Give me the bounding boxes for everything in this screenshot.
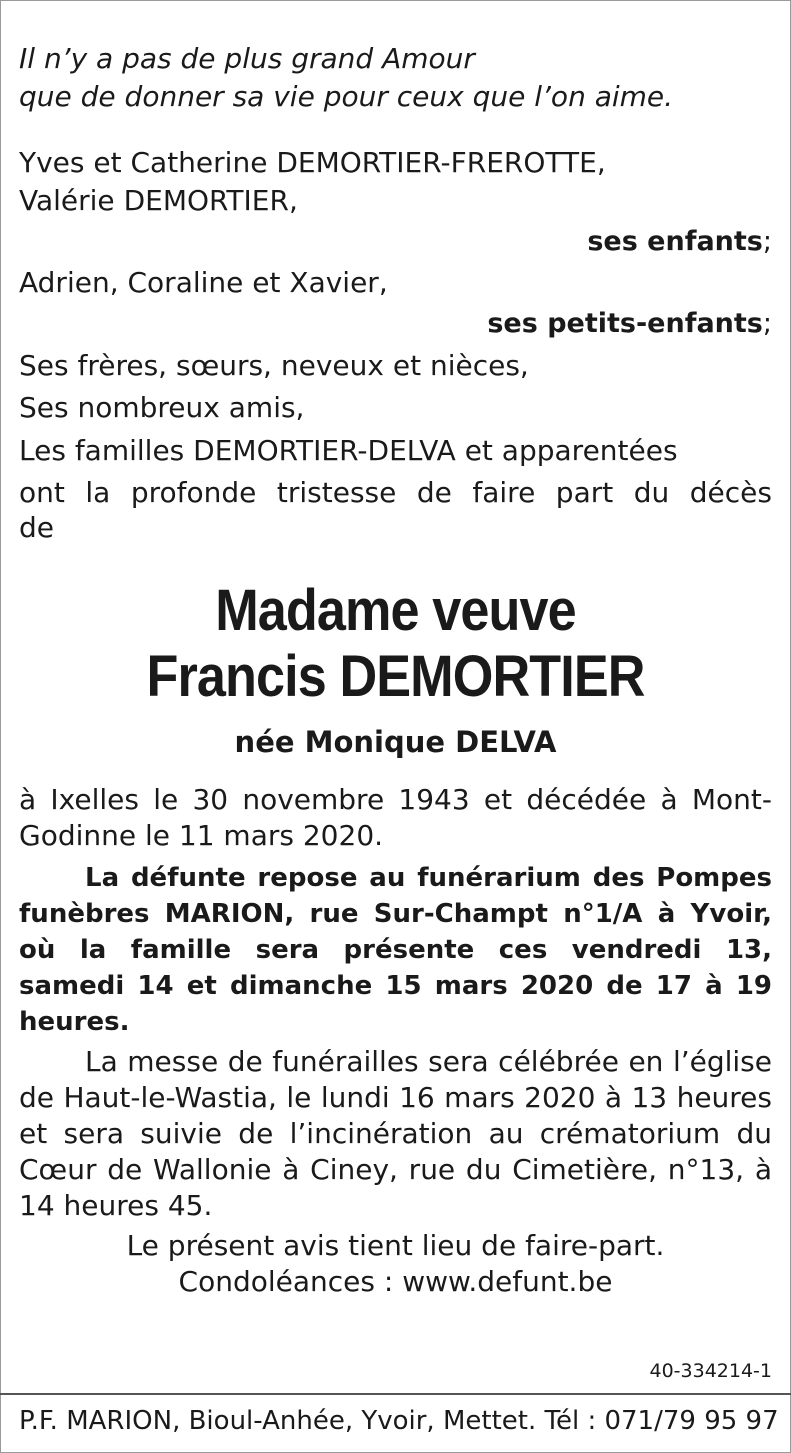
families-line: Les familles DEMORTIER-DELVA et apparentées [19, 434, 678, 467]
reference-number: 40-334214-1 [649, 1360, 772, 1382]
funeral-home-footer: P.F. MARION, Bioul-Anhée, Yvoir, Mettet. Tél : 071/79 95 97 [19, 1406, 779, 1436]
deceased-name-line-1: Madame veuve [215, 578, 576, 643]
children-line-1: Yves et Catherine DEMORTIER-FREROTTE, [19, 146, 606, 179]
epigraph-line-2: que de donner sa vie pour ceux que l’on aime. [19, 80, 674, 113]
spacer [19, 762, 772, 782]
announce-line-2: de [19, 511, 54, 544]
epigraph-line-1: Il n’y a pas de plus grand Amour [19, 42, 475, 75]
birth-death-paragraph: à Ixelles le 30 novembre 1943 et décédée à Mont-Godinne le 11 mars 2020. [19, 783, 772, 852]
birth-name: née Monique DELVA [234, 725, 557, 759]
obituary-notice [19, 40, 772, 1300]
condolences-line: Condoléances : www.defunt.be [178, 1265, 613, 1298]
grandchildren-label [19, 302, 772, 346]
grandchildren-label-punct: ; [762, 308, 772, 339]
friends-line: Ses nombreux amis, [19, 391, 305, 424]
visitation-paragraph: La défunte repose au funérarium des Pompes funèbres MARION, rue Sur-Champt n°1/A à Yvoir, où la famille sera présente ces vendredi 13, samedi 14 et dimanche 15 mars 2020 de 17 à 19 heures. [19, 863, 772, 1037]
spacer [19, 542, 772, 578]
spacer [19, 710, 772, 722]
grandchildren-label-text: ses petits-enfants [487, 308, 763, 339]
grandchildren-line: Adrien, Coraline et Xavier, [19, 266, 388, 299]
announce-line-1: ont la profonde tristesse de faire part du décès [19, 476, 772, 509]
spacer [19, 116, 772, 144]
children-label-punct: ; [762, 226, 772, 257]
siblings-line: Ses frères, sœurs, neveux et nièces, [19, 349, 529, 382]
children-label-text: ses enfants [587, 226, 763, 257]
notice-line: Le présent avis tient lieu de faire-part. [126, 1229, 665, 1262]
children-line-2: Valérie DEMORTIER, [19, 184, 298, 217]
deceased-name-line-2: Francis DEMORTIER [146, 644, 645, 709]
footer-divider [0, 1393, 791, 1395]
children-label [19, 220, 772, 264]
mass-paragraph: La messe de funérailles sera célébrée en l’église de Haut-le-Wastia, le lundi 16 mars 2020 à 13 heures et sera suivie de l’incinération au crématorium du Cœur de Wallonie à Ciney, rue du Cimetière, n°13, à 14 heures 45. [19, 1045, 772, 1222]
